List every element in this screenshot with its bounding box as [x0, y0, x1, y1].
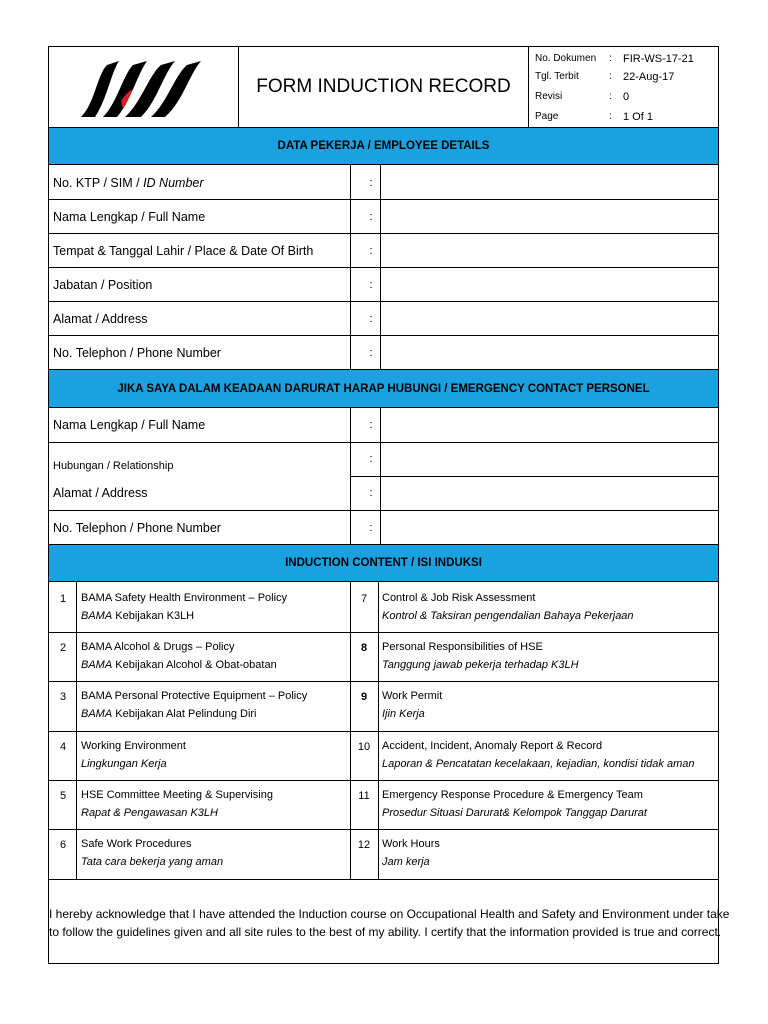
field-colon: :: [369, 313, 373, 325]
item-number: 5: [59, 790, 67, 802]
induction-item-id: Tanggung jawab pekerja terhadap K3LH: [382, 659, 579, 671]
meta-sep: :: [609, 111, 612, 122]
position-input[interactable]: [381, 268, 718, 301]
induction-item-en: Accident, Incident, Anomaly Report & Record: [382, 740, 603, 752]
acknowledgement-statement: [49, 905, 730, 941]
induction-item-id: Laporan & Pencatatan kecelakaan, kejadian, kondisi tidak aman: [382, 758, 695, 770]
field-colon: :: [369, 487, 373, 499]
emergency-contact-heading: JIKA SAYA DALAM KEADAAN DARURAT HARAP HUBUNGI / EMERGENCY CONTACT PERSONEL: [49, 369, 718, 408]
place-date-of-birth-input[interactable]: [381, 234, 718, 267]
induction-item-id: Kontrol & Taksiran pengendalian Bahaya Pekerjaan: [382, 610, 634, 622]
induction-item-en: BAMA Alcohol & Drugs – Policy: [81, 641, 235, 653]
induction-item-en: HSE Committee Meeting & Supervising: [81, 789, 273, 801]
field-label-relationship: Hubungan / Relationship: [53, 460, 174, 472]
field-label-emergency-phone: No. Telephon / Phone Number: [53, 521, 221, 535]
induction-item-en: BAMA Personal Protective Equipment – Policy: [81, 690, 308, 702]
meta-sep: :: [609, 53, 612, 64]
item-number: 10: [357, 741, 371, 753]
address-input[interactable]: [381, 302, 718, 335]
item-number: 4: [59, 741, 67, 753]
id-number-input[interactable]: [381, 166, 718, 199]
induction-item-en: Work Hours: [382, 838, 440, 850]
relationship-input[interactable]: [381, 443, 718, 476]
item-number: 8: [360, 642, 368, 654]
induction-item-id: Prosedur Situasi Darurat& Kelompok Tanggap Darurat: [382, 807, 647, 819]
meta-label: Tgl. Terbit: [535, 71, 579, 82]
page-number: 1 Of 1: [623, 111, 653, 123]
field-colon: :: [369, 177, 373, 189]
item-number: 6: [59, 839, 67, 851]
induction-item-id: Lingkungan Kerja: [81, 758, 167, 770]
field-colon: :: [369, 347, 373, 359]
field-label-emergency-address: Alamat / Address: [53, 486, 148, 500]
induction-item-en: Safe Work Procedures: [81, 838, 192, 850]
induction-item-en: Work Permit: [382, 690, 443, 702]
induction-item-id: Jam kerja: [382, 856, 430, 868]
induction-item-en: Working Environment: [81, 740, 186, 752]
document-number: FIR-WS-17-21: [623, 53, 694, 65]
employee-details-heading: DATA PEKERJA / EMPLOYEE DETAILS: [49, 127, 718, 165]
item-number: 7: [360, 593, 368, 605]
meta-label: No. Dokumen: [535, 53, 597, 64]
induction-item-id: BAMA Kebijakan Alat Pelindung Diri: [81, 708, 257, 720]
form-title: FORM INDUCTION RECORD: [256, 76, 511, 97]
induction-item-en: Personal Responsibilities of HSE: [382, 641, 543, 653]
induction-item-en: Control & Job Risk Assessment: [382, 592, 536, 604]
induction-item-en: BAMA Safety Health Environment – Policy: [81, 592, 288, 604]
meta-label: Revisi: [535, 91, 563, 102]
field-label-id-number: No. KTP / SIM / ID Number: [53, 176, 204, 190]
induction-item-id: BAMA Kebijakan K3LH: [81, 610, 195, 622]
company-logo: [67, 55, 207, 123]
field-colon: :: [369, 211, 373, 223]
field-label-place-date-of-birth: Tempat & Tanggal Lahir / Place & Date Of Birth: [53, 244, 314, 258]
induction-item-en: Emergency Response Procedure & Emergency Team: [382, 789, 643, 801]
induction-content-heading: INDUCTION CONTENT / ISI INDUKSI: [49, 544, 718, 582]
field-label-address: Alamat / Address: [53, 312, 148, 326]
item-number: 3: [59, 691, 67, 703]
item-number: 9: [360, 691, 368, 703]
field-label-phone-number: No. Telephon / Phone Number: [53, 346, 221, 360]
revision: 0: [623, 91, 630, 103]
induction-item-id: Rapat & Pengawasan K3LH: [81, 807, 218, 819]
phone-number-input[interactable]: [381, 336, 718, 369]
emergency-address-input[interactable]: [381, 477, 718, 510]
full-name-input[interactable]: [381, 200, 718, 233]
meta-sep: :: [609, 91, 612, 102]
emergency-phone-input[interactable]: [381, 511, 718, 544]
induction-item-id: BAMA Kebijakan Alcohol & Obat-obatan: [81, 659, 277, 671]
issue-date: 22-Aug-17: [623, 71, 675, 83]
field-colon: :: [369, 453, 373, 465]
meta-label: Page: [535, 111, 559, 122]
item-number: 1: [59, 593, 67, 605]
emergency-full-name-input[interactable]: [381, 409, 718, 442]
meta-sep: :: [609, 71, 612, 82]
acknowledgement-line: to follow the guidelines given and all site rules to the best of my ability. I certify that the information provided is true and correct.: [49, 925, 722, 939]
field-colon: :: [369, 279, 373, 291]
acknowledgement-line: I hereby acknowledge that I have attended the Induction course on Occupational Health and Safety and Environment under take: [49, 907, 730, 921]
field-label-emergency-full-name: Nama Lengkap / Full Name: [53, 418, 206, 432]
field-label-position: Jabatan / Position: [53, 278, 153, 292]
item-number: 11: [358, 790, 370, 802]
field-label-full-name: Nama Lengkap / Full Name: [53, 210, 206, 224]
item-number: 12: [357, 839, 371, 851]
field-colon: :: [369, 419, 373, 431]
induction-form: [48, 46, 730, 964]
field-colon: :: [369, 245, 373, 257]
item-number: 2: [59, 642, 67, 654]
induction-item-id: Ijin Kerja: [382, 708, 425, 720]
field-colon: :: [369, 522, 373, 534]
induction-item-id: Tata cara bekerja yang aman: [81, 856, 224, 868]
